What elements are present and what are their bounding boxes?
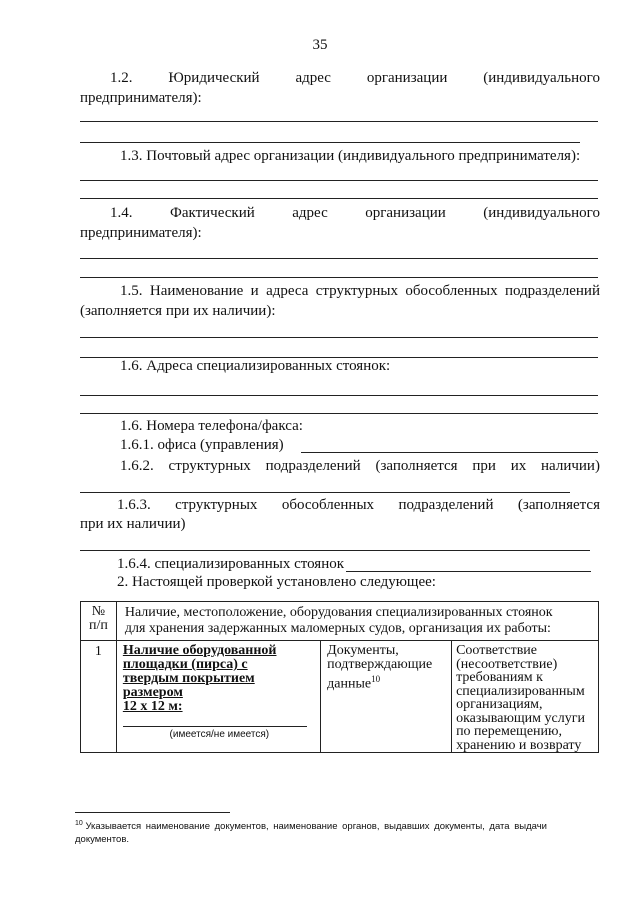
- section-1-6-2-line: [120, 458, 600, 475]
- section-1-2-line: [110, 70, 600, 87]
- text-word: адреса: [266, 283, 309, 299]
- text-word: при: [472, 458, 496, 474]
- documents-line: Документы,: [327, 643, 399, 658]
- blank-line: [80, 550, 590, 551]
- documents-line: [327, 672, 447, 692]
- section-1-6-phones: 1.6. Номера телефона/факса:: [120, 418, 303, 434]
- section-1-6-3-continuation: при их наличии): [80, 516, 186, 532]
- text-word: подразделений: [504, 283, 600, 299]
- row-title-cell: [116, 641, 320, 753]
- row-documents-cell: [321, 641, 452, 753]
- blank-line: [80, 492, 570, 493]
- answer-hint: (имеется/не имеется): [169, 729, 270, 740]
- conformity-line: организациям,: [456, 697, 543, 712]
- section-1-6-4: 1.6.4. специализированных стоянок: [117, 556, 345, 572]
- text-word: структурных: [175, 497, 258, 513]
- text-word: подразделений: [398, 497, 494, 513]
- text-word: 1.5.: [120, 283, 143, 299]
- header-number-label: п/п: [88, 618, 108, 633]
- blank-line: [80, 395, 598, 396]
- text-word: наличии): [541, 458, 600, 474]
- section-1-4-continuation: предпринимателя):: [80, 225, 202, 241]
- blank-line: [80, 121, 598, 122]
- text-word: структурных: [168, 458, 251, 474]
- footnote-line-1: Указывается наименование документов, наименование органов, выдавших документы, дата выдачи: [85, 821, 547, 833]
- text-word: (заполняется: [375, 458, 458, 474]
- conformity-line: хранению и возврату: [456, 737, 582, 753]
- text-word: адрес: [292, 205, 328, 221]
- blank-line: [80, 142, 580, 143]
- text-word: (заполняется: [517, 497, 600, 513]
- footnote-separator: [75, 812, 230, 813]
- header-number-label: №: [91, 604, 106, 619]
- conformity-line: специализированным: [456, 683, 585, 699]
- page-number: 35: [312, 37, 328, 53]
- section-1-2-continuation: предпринимателя):: [80, 90, 202, 106]
- text-word: организации: [365, 205, 446, 221]
- footnote-mark: 10: [75, 820, 83, 827]
- blank-line: [80, 337, 598, 338]
- section-1-5-continuation: (заполняется при их наличии):: [80, 303, 276, 319]
- row-title-line: твердым покрытием: [122, 671, 255, 686]
- footnote-line-2: документов.: [75, 834, 130, 845]
- row-number: 1: [94, 644, 102, 659]
- blank-line: [301, 452, 598, 453]
- text-word: (индивидуального: [483, 205, 600, 221]
- inspection-table: [80, 601, 599, 753]
- text-word: 1.6.2.: [120, 458, 154, 474]
- text-word: обособленных: [405, 283, 498, 299]
- text-word: Юридический: [168, 70, 260, 86]
- section-1-6-1: 1.6.1. офиса (управления): [120, 437, 284, 453]
- footnote-reference: 10: [371, 674, 381, 684]
- section-1-6-addresses: 1.6. Адреса специализированных стоянок:: [120, 358, 391, 374]
- section-1-5-line: [120, 283, 600, 300]
- documents-word: данные: [327, 676, 372, 692]
- row-title-line: площадки (пирса) с: [122, 657, 248, 672]
- section-1-6-3-line: [117, 497, 600, 514]
- section-2: 2. Настоящей проверкой установлено следующее:: [117, 574, 436, 590]
- section-1-4-line: [110, 205, 600, 222]
- answer-line: [123, 726, 307, 727]
- text-word: 1.6.3.: [117, 497, 151, 513]
- text-word: организации: [366, 70, 448, 86]
- text-word: структурных: [315, 283, 399, 299]
- blank-line: [80, 180, 598, 181]
- row-number-cell: [81, 641, 117, 753]
- text-word: Наименование: [149, 283, 244, 299]
- blank-line: [80, 277, 598, 278]
- header-description-line: для хранения задержанных маломерных судов, организация их работы:: [124, 621, 551, 636]
- footnote-text: [75, 820, 547, 832]
- text-word: их: [510, 458, 527, 474]
- text-word: 1.2.: [110, 70, 133, 86]
- row-title-line: 12 х 12 м:: [122, 699, 183, 714]
- text-word: Фактический: [170, 205, 255, 221]
- blank-line: [80, 198, 598, 199]
- blank-line: [80, 413, 598, 414]
- text-word: и: [250, 283, 259, 299]
- conformity-line: (несоответствие): [456, 656, 558, 672]
- conformity-line: требованиям к: [456, 670, 543, 685]
- blank-line: [80, 258, 598, 259]
- section-1-3: 1.3. Почтовый адрес организации (индивидуального предпринимателя):: [120, 148, 581, 164]
- row-conformity-cell: [452, 641, 599, 753]
- text-word: (индивидуального: [483, 70, 600, 86]
- header-description-line: Наличие, местоположение, оборудования специализированных стоянок: [124, 605, 553, 620]
- text-word: 1.4.: [110, 205, 133, 221]
- blank-line: [346, 571, 591, 572]
- conformity-line: оказывающим услуги: [456, 710, 585, 726]
- row-title-line: Наличие оборудованной: [122, 643, 277, 658]
- text-word: обособленных: [281, 497, 375, 513]
- text-word: адрес: [295, 70, 331, 86]
- conformity-line: по перемещению,: [456, 724, 562, 739]
- row-title-line: размером: [122, 685, 183, 700]
- documents-line: подтверждающие: [327, 657, 433, 672]
- header-number-cell: [81, 602, 117, 641]
- text-word: подразделений: [265, 458, 361, 474]
- header-description-cell: [116, 602, 598, 641]
- conformity-line: Соответствие: [456, 643, 538, 658]
